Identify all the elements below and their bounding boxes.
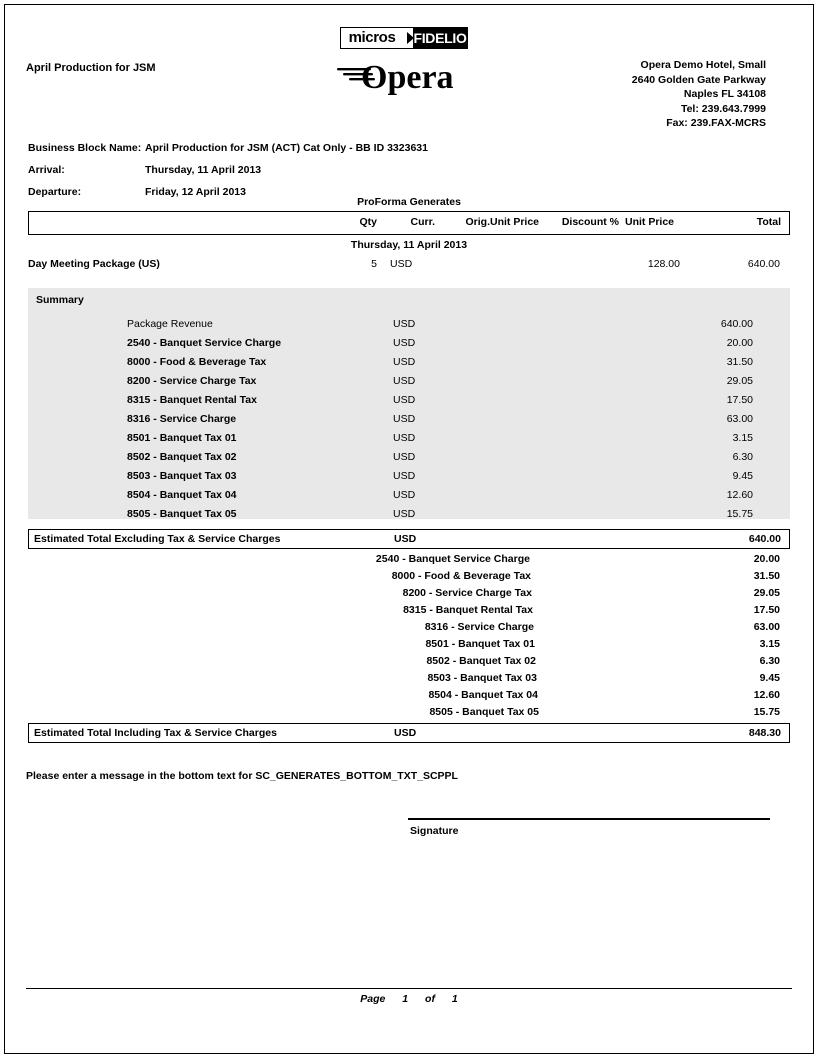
tax-detail-row	[28, 655, 790, 672]
summary-row-amount: 3.15	[732, 432, 753, 444]
summary-row-amount: 31.50	[726, 356, 753, 368]
summary-section	[28, 288, 790, 519]
tax-detail-row	[28, 570, 790, 587]
summary-row-currency: USD	[393, 318, 416, 330]
item-currency: USD	[390, 258, 413, 270]
column-header-total: Total	[756, 216, 781, 228]
estimated-total-excluding-label: Estimated Total Excluding Tax & Service Charges	[34, 533, 281, 545]
summary-row	[28, 413, 790, 432]
tax-detail-name: 8504 - Banquet Tax 04	[428, 689, 538, 701]
signature-label: Signature	[410, 825, 459, 837]
tax-detail-row	[28, 689, 790, 706]
hotel-name: Opera Demo Hotel, Small	[640, 59, 766, 71]
departure-label: Departure:	[28, 186, 82, 198]
tax-detail-name: 8200 - Service Charge Tax	[402, 587, 532, 599]
table-row	[28, 258, 790, 272]
tax-detail-amount: 31.50	[753, 570, 780, 582]
estimated-total-excluding-row	[28, 529, 790, 549]
business-block-name-row	[28, 137, 428, 159]
arrival-label: Arrival:	[28, 164, 65, 176]
column-header-unit-price: Unit Price	[625, 216, 675, 228]
tax-detail-amount: 9.45	[759, 672, 780, 684]
summary-row-name: 8502 - Banquet Tax 02	[127, 451, 237, 463]
summary-row	[28, 432, 790, 451]
arrival-value: Thursday, 11 April 2013	[145, 164, 262, 176]
summary-row-amount: 17.50	[726, 394, 753, 406]
micros-wordmark: micros	[341, 28, 403, 48]
tax-detail-row	[28, 638, 790, 655]
departure-value: Friday, 12 April 2013	[145, 186, 246, 198]
micros-arrow-icon	[403, 28, 413, 48]
tax-detail-row	[28, 672, 790, 689]
summary-row-currency: USD	[393, 508, 416, 520]
tax-detail-amount: 29.05	[753, 587, 780, 599]
tax-detail-name: 8505 - Banquet Tax 05	[429, 706, 539, 718]
fidelio-wordmark: FIDELIO	[413, 30, 467, 46]
summary-row-currency: USD	[393, 337, 416, 349]
footer-divider	[26, 988, 792, 989]
summary-row-name: Package Revenue	[127, 318, 213, 330]
summary-row-currency: USD	[393, 356, 416, 368]
item-qty: 5	[371, 258, 377, 270]
tax-detail-row	[28, 604, 790, 621]
business-block-name-value: April Production for JSM (ACT) Cat Only - BB ID 3323631	[145, 142, 428, 154]
micros-fidelio-logo	[340, 27, 468, 49]
summary-row	[28, 356, 790, 375]
item-unit-price: 128.00	[647, 258, 680, 270]
summary-row-amount: 12.60	[726, 489, 753, 501]
summary-row-name: 8504 - Banquet Tax 04	[127, 489, 237, 501]
table-column-headers	[28, 211, 790, 235]
tax-detail-amount: 17.50	[753, 604, 780, 616]
summary-row-name: 8501 - Banquet Tax 01	[127, 432, 237, 444]
summary-row	[28, 489, 790, 508]
business-block-info	[28, 137, 428, 203]
estimated-total-including-amount: 848.30	[748, 727, 781, 739]
footer-page-count: 1	[451, 993, 458, 1005]
summary-row-name: 2540 - Banquet Service Charge	[127, 337, 282, 349]
summary-row-currency: USD	[393, 394, 416, 406]
footer-page-word: Page	[360, 993, 386, 1005]
tax-detail-amount: 3.15	[759, 638, 780, 650]
tax-detail-amount: 20.00	[753, 553, 780, 565]
estimated-total-including-currency: USD	[394, 727, 417, 739]
hotel-address-block	[632, 58, 766, 131]
item-total: 640.00	[747, 258, 780, 270]
opera-logo	[335, 55, 485, 97]
summary-row	[28, 375, 790, 394]
item-name: Day Meeting Package (US)	[28, 258, 160, 270]
bottom-message: Please enter a message in the bottom text for SC_GENERATES_BOTTOM_TXT_SCPPL	[26, 770, 458, 782]
page-footer	[0, 993, 818, 1005]
tax-detail-list	[28, 553, 790, 723]
column-header-discount: Discount %	[561, 216, 619, 228]
tax-detail-name: 8503 - Banquet Tax 03	[427, 672, 537, 684]
summary-row-name: 8316 - Service Charge	[127, 413, 237, 425]
proforma-heading: ProForma Generates	[357, 196, 461, 208]
tax-detail-amount: 12.60	[753, 689, 780, 701]
column-header-qty: Qty	[359, 216, 377, 228]
hotel-telephone: Tel: 239.643.7999	[680, 102, 766, 115]
footer-of-word: of	[425, 993, 435, 1005]
summary-row	[28, 451, 790, 470]
tax-detail-amount: 15.75	[753, 706, 780, 718]
summary-row-amount: 20.00	[726, 337, 753, 349]
summary-row	[28, 337, 790, 356]
summary-row-amount: 9.45	[732, 470, 753, 482]
table-date-subheading: Thursday, 11 April 2013	[350, 239, 468, 251]
summary-row-amount: 63.00	[726, 413, 753, 425]
hotel-city-state-zip: Naples FL 34108	[683, 88, 766, 101]
tax-detail-name: 8501 - Banquet Tax 01	[425, 638, 535, 650]
tax-detail-name: 8316 - Service Charge	[424, 621, 534, 633]
tax-detail-amount: 6.30	[759, 655, 780, 667]
summary-row-amount: 29.05	[726, 375, 753, 387]
summary-row-amount: 640.00	[720, 318, 753, 330]
summary-row-amount: 15.75	[726, 508, 753, 520]
summary-row-currency: USD	[393, 413, 416, 425]
summary-row-name: 8503 - Banquet Tax 03	[127, 470, 237, 482]
hotel-address: 2640 Golden Gate Parkway	[631, 73, 766, 86]
estimated-total-excluding-amount: 640.00	[748, 533, 781, 545]
tax-detail-name: 2540 - Banquet Service Charge	[375, 553, 530, 565]
estimated-total-excluding-currency: USD	[394, 533, 417, 545]
summary-row-amount: 6.30	[732, 451, 753, 463]
business-block-name-label: Business Block Name:	[28, 142, 142, 154]
summary-title: Summary	[36, 294, 84, 306]
tax-detail-row	[28, 553, 790, 570]
summary-row	[28, 318, 790, 337]
summary-row-currency: USD	[393, 489, 416, 501]
svg-text:Opera: Opera	[361, 59, 454, 96]
summary-row-name: 8200 - Service Charge Tax	[127, 375, 257, 387]
tax-detail-row	[28, 587, 790, 604]
estimated-total-including-row	[28, 723, 790, 743]
tax-detail-name: 8000 - Food & Beverage Tax	[391, 570, 531, 582]
tax-detail-name: 8315 - Banquet Rental Tax	[403, 604, 533, 616]
summary-row	[28, 470, 790, 489]
summary-row	[28, 508, 790, 527]
summary-row-name: 8315 - Banquet Rental Tax	[127, 394, 257, 406]
page-title: April Production for JSM	[26, 62, 156, 74]
hotel-fax: Fax: 239.FAX-MCRS	[666, 117, 766, 130]
summary-row-currency: USD	[393, 470, 416, 482]
arrival-row	[28, 159, 428, 181]
tax-detail-amount: 63.00	[753, 621, 780, 633]
tax-detail-name: 8502 - Banquet Tax 02	[426, 655, 536, 667]
summary-row-currency: USD	[393, 432, 416, 444]
summary-list	[28, 318, 790, 527]
tax-detail-row	[28, 621, 790, 638]
summary-row-currency: USD	[393, 375, 416, 387]
tax-detail-row	[28, 706, 790, 723]
summary-row-currency: USD	[393, 451, 416, 463]
signature-line	[408, 818, 770, 820]
footer-page-number: 1	[402, 993, 409, 1005]
summary-row-name: 8000 - Food & Beverage Tax	[127, 356, 267, 368]
summary-row-name: 8505 - Banquet Tax 05	[127, 508, 237, 520]
column-header-curr: Curr.	[410, 216, 435, 228]
summary-row	[28, 394, 790, 413]
estimated-total-including-label: Estimated Total Including Tax & Service Charges	[34, 727, 277, 739]
column-header-orig-unit-price: Orig.Unit Price	[465, 216, 539, 228]
